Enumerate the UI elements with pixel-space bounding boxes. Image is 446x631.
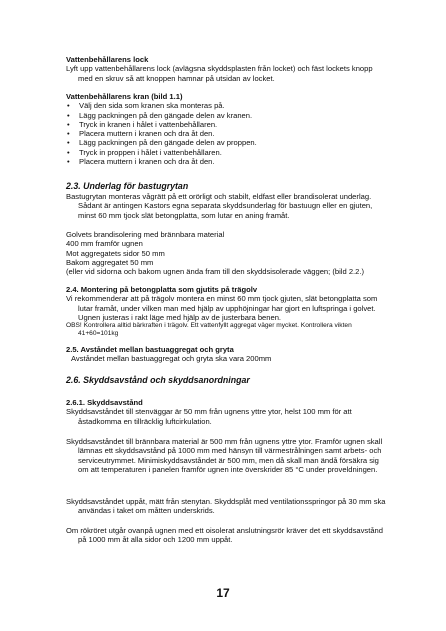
section-safety-distance: [66, 398, 388, 426]
list-item: • Tryck in kranen i hålet i vattenbehållaren.: [66, 120, 388, 129]
base-paragraph: Bastugrytan monteras vågrätt på ett orörligt och stabilt, eldfast eller brandisolerat underlag. Sådant är antingen Kastors egna separata skyddsunderlag för bastuugn eller en gjuten, minst 60 mm tjock slät betongplatta, som lutar en aning framåt.: [66, 192, 373, 220]
list-item: • Välj den sida som kranen ska monteras på.: [66, 101, 388, 110]
safety-distance-heading: 2.6.1. Skyddsavstånd: [66, 398, 143, 407]
distance-heading: 2.5. Avståndet mellan bastuaggregat och gryta: [66, 345, 234, 354]
base-heading: 2.3. Underlag för bastugrytan: [66, 181, 189, 191]
lid-text: Lyft upp vattenbehållarens lock (avlägsna skyddsplasten från locket) och fäst lockets knopp med en skruv så att knoppen hamnar på utsidan av locket.: [66, 64, 373, 83]
insulation-line: Bakom aggregatet 50 mm: [66, 257, 154, 267]
safety-heading: 2.6. Skyddsavstånd och skyddsanordningar: [66, 375, 250, 385]
tap-heading: Vattenbehållarens kran (bild 1.1): [66, 92, 183, 101]
wood-floor-paragraph: Vi rekommenderar att på trägolv montera en minst 60 mm tjock gjuten, slät betongplatta som lutar framåt, under vilken man med hjälp av upphöjningar har gjort en luftspringa i golvet. Ugnen justeras i rakt läge med hjälp av de justerbara benen.: [66, 294, 378, 322]
section-floor-insulation: [66, 230, 388, 276]
safety-paragraph-3: Skyddsavståndet uppåt, mätt från stenytan. Skyddsplåt med ventilationsspringor på 30 mm ska användas i taket om måtten underskrids.: [66, 497, 386, 516]
list-item: • Placera muttern i kranen och dra åt den.: [66, 129, 388, 138]
list-item: • Tryck in proppen i hålet i vattenbehållaren.: [66, 148, 388, 157]
insulation-line: Mot aggregatets sidor 50 mm: [66, 248, 165, 258]
section-flue: [66, 526, 388, 545]
section-distance: [66, 345, 388, 364]
lid-heading: Vattenbehållarens lock: [66, 55, 149, 64]
list-item: • Lägg packningen på den gängade delen av proppen.: [66, 138, 388, 147]
list-item: • Placera muttern i kranen och dra åt den.: [66, 157, 388, 166]
distance-text: Avståndet mellan bastuaggregat och gryta ska vara 200mm: [71, 354, 272, 364]
list-item: • Lägg packningen på den gängade delen av kranen.: [66, 111, 388, 120]
insulation-line: (eller vid sidorna och bakom ugnen ända fram till den skyddsisolerade väggen; (bild 2.2.): [66, 267, 365, 277]
insulation-line: 400 mm framför ugnen: [66, 239, 143, 249]
safety-paragraph-4: Om rökröret utgår ovanpå ugnen med ett oisolerat anslutningsrör kräver det ett skyddsavstånd på 1000 mm åt alla sidor och 1200 mm uppåt.: [66, 526, 383, 545]
safety-paragraph-1: Skyddsavståndet till stenväggar är 50 mm från ugnens yttre ytor, helst 100 mm för att åstadkomma en tillräcklig luftcirkulation.: [66, 407, 352, 426]
section-upward: [66, 497, 388, 516]
page-number: 17: [216, 586, 230, 600]
safety-paragraph-2: Skyddsavståndet till brännbara material är 500 mm från ugnens yttre ytor. Framför ugnen skall lämnas ett skyddsavstånd på 1000 mm med hänsyn till värmestrålningen samt arbets- och serviceutrymmet. Minimiskyddsavståndet är 500 mm, men då skall man ändå försäkra sig om att temperaturen i panelen framför ugnen inte överskrider 85 °C under proveldningen.: [66, 437, 383, 474]
section-safety: [66, 375, 388, 386]
section-wood-floor: [66, 285, 388, 339]
section-base: [66, 181, 388, 220]
section-lid: [66, 55, 388, 83]
section-tap: [66, 92, 388, 166]
wood-floor-heading: 2.4. Montering på betongplatta som gjutits på trägolv: [66, 285, 258, 294]
tap-steps-list: [66, 101, 388, 166]
insulation-line: Golvets brandisolering med brännbara material: [66, 230, 225, 239]
section-combustible: [66, 437, 388, 474]
obs-note: OBS! Kontrollera alltid bärkraften i trägolv. Ett vattenfyllt aggregat väger mycket. Kontrollera vikten 41+60=101kg: [66, 322, 352, 338]
